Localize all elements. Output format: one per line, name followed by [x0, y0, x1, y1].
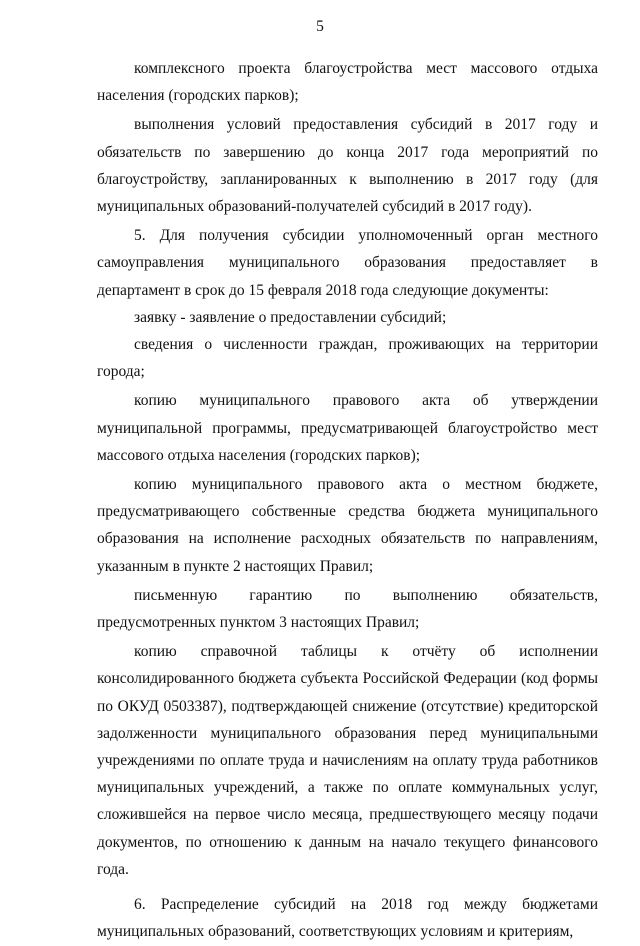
paragraph-item-6: 6. Распределение субсидий на 2018 год между бюджетами муниципальных образований, соответствующих условиям и критериям,	[97, 896, 598, 941]
paragraph-application: заявку - заявление о предоставлении субсидий;	[134, 308, 447, 326]
paragraph-program-act-copy: копию муниципального правового акта об утверждении муниципальной программы, предусматривающей благоустройство мест массового отдыха населения (городских парков);	[97, 392, 598, 464]
paragraph-reference-table-copy: копию справочной таблицы к отчёту об исполнении консолидированного бюджета субъекта Российской Федерации (код формы по ОКУД 0503387), подтверждающей снижение (отсутствие) кредиторской задолженности муниципального образования перед муниципальными учреждениями по оплате труда и начислениям на оплату труда работников муниципальных учреждений, а также по оплате коммунальных услуг, сложившейся на первое число месяца, предшествующего месяцу подачи документов, по отношению к данным на начало текущего финансового года.	[97, 643, 598, 878]
paragraph-project-parks: комплексного проекта благоустройства мест массового отдыха населения (городских парков);	[97, 60, 598, 105]
page-number: 5	[316, 18, 324, 35]
paragraph-item-5: 5. Для получения субсидии уполномоченный орган местного самоуправления муниципального образования предоставляет в департамент в срок до 15 февраля 2018 года следующие документы:	[97, 227, 598, 299]
paragraph-budget-act-copy: копию муниципального правового акта о местном бюджете, предусматривающего собственные средства бюджета муниципального образования на исполнение расходных обязательств по направлениям, указанным в пункте 2 настоящих Правил;	[97, 476, 598, 575]
paragraph-written-guarantee: письменную гарантию по выполнению обязательств, предусмотренных пунктом 3 настоящих Правил;	[97, 586, 598, 632]
document-body	[97, 55, 598, 946]
paragraph-population-info: сведения о численности граждан, проживающих на территории города;	[97, 336, 598, 381]
paragraph-conditions-2017: выполнения условий предоставления субсидий в 2017 году и обязательств по завершению до конца 2017 года мероприятий по благоустройству, запланированных к выполнению в 2017 году (для муниципальных образований-получателей субсидий в 2017 году).	[97, 116, 598, 216]
